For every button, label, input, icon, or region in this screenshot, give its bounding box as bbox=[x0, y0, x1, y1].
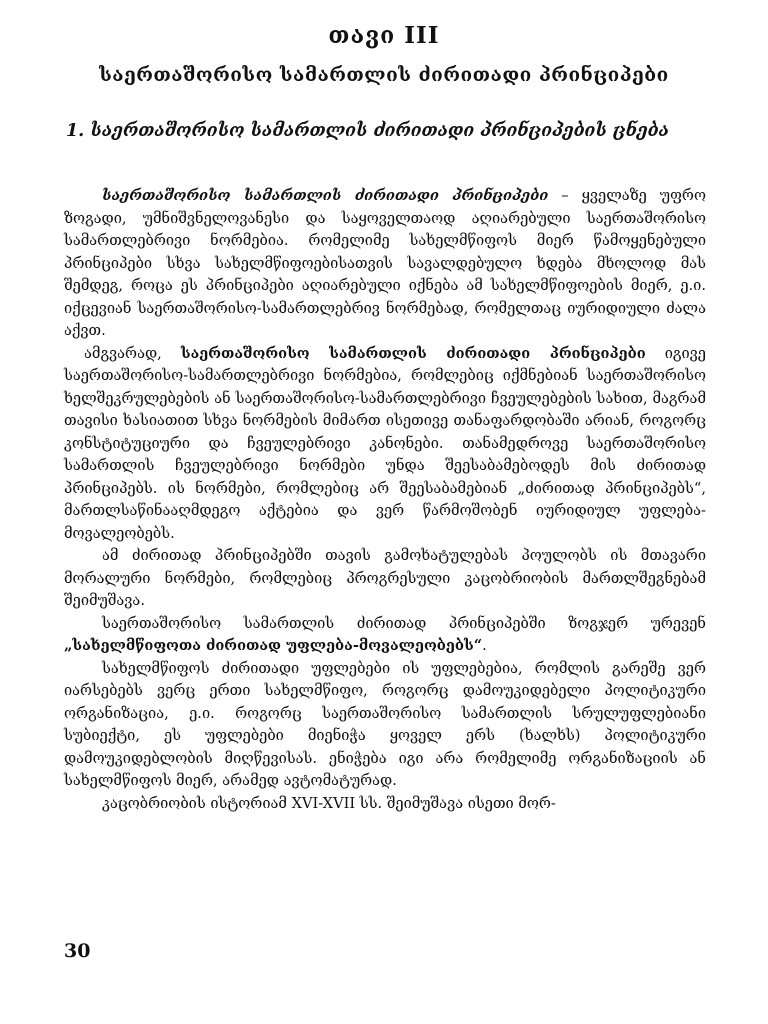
paragraph-lead-in: ამგვარად, bbox=[84, 344, 181, 362]
paragraph-text: სახელმწიფოს ძირითადი უფლებები ის უფლებებია, რომლის გარეშე ვერ იარსებებს ვერც ერთი სახელმწიფო, როგორც დამოუკიდებელი პოლიტიკური ორგანიზაცია, ე.ი. როგორც საერთაშორისო სამართლის სრულუფლებიანი სუბიექტი, ეს უფლებები მიენიჭა ყოველ ერს (ხალხს) პოლიტიკური დამოუკიდებლობის მიღწევისას. ენიჭება იგი არა რომელიმე ორგანიზაციის ან სახელმწიფოს მიერ, არამედ ავტომატურად. bbox=[64, 659, 706, 789]
paragraph-2 bbox=[64, 343, 706, 546]
paragraph-text: – ყველაზე უფრო ზოგადი, უმნიშვნელოვანესი და საყოველთაოდ აღიარებული საერთაშორისო სამართლებრივი ნორმებია. რომელიმე სახელმწიფოს მიერ წამოყენებული პრინციპები სხვა სახელმწიფოებისათვის სავალდებულო ხდება მხოლოდ მას შემდეგ, როცა ეს პრინციპები აღიარებული იქნება ამ სახელმწიფოების მიერ, ე.ი. იქცევიან საერთაშორისო-სამართლებრივ ნორმებად, რომელთაც იურიდიული ძალა აქვთ. bbox=[64, 187, 706, 339]
section-title: 1. საერთაშორისო სამართლის ძირითადი პრინციპების ცნება bbox=[66, 121, 670, 141]
paragraph-5 bbox=[64, 658, 706, 793]
emphasized-term: საერთაშორისო სამართლის ძირითადი პრინციპები bbox=[180, 344, 646, 362]
defined-term: საერთაშორისო სამართლის ძირითადი პრინციპები bbox=[102, 187, 549, 204]
paragraph-text: კაცობრიობის ისტორიამ XVI-XVII სს. შეიმუშავა ისეთი მორ- bbox=[102, 794, 556, 812]
paragraph-lead-in: საერთაშორისო სამართლის ძირითად პრინციპებში ზოგჯერ ურევენ bbox=[102, 614, 706, 632]
paragraph-end: . bbox=[482, 637, 487, 654]
paragraph-6 bbox=[64, 793, 706, 816]
paragraph-text: იგივე საერთაშორისო-სამართლებრივი ნორმებია, რომლებიც იქმნებიან საერთაშორისო ხელშეკრულებების ან საერთაშორისო-სამართლებრივი ჩვეულებების სახით, მაგრამ თავისი ხასიათით სხვა ნორმების მიმართ ისეთივე თანაფარდობაში არიან, როგორც კონსტიტუციური და ჩვეულებრივი კანონები. თანამედროვე საერთაშორისო სამართლის ჩვეულებრივი ნორმები უნდა შეესაბამებოდეს მის ძირითად პრინციპებს. ის ნორმები, რომლებიც არ შეესაბამებიან „ძირითად პრინციპებს“, მართლსაწინააღმდეგო აქტებია და ვერ წარმოშობენ იურიდიულ უფლება-მოვალეობებს. bbox=[64, 344, 706, 542]
page-number: 30 bbox=[64, 940, 91, 962]
body-text bbox=[64, 185, 706, 815]
emphasized-term: „სახელმწიფოთა ძირითად უფლება-მოვალეობებს“ bbox=[64, 637, 483, 654]
chapter-title: თავი III bbox=[328, 22, 440, 49]
paragraph-3 bbox=[64, 545, 706, 613]
paragraph-4 bbox=[64, 613, 706, 658]
paragraph-1 bbox=[64, 185, 706, 343]
part-title: საერთაშორისო სამართლის ძირითადი პრინციპები bbox=[99, 64, 669, 86]
paragraph-text: ამ ძირითად პრინციპებში თავის გამოხატულებას პოულობს ის მთავარი მორალური ნორმები, რომლებიც პროგრესული კაცობრიობის მართლშეგნებამ შეიმუშავა. bbox=[64, 547, 706, 609]
